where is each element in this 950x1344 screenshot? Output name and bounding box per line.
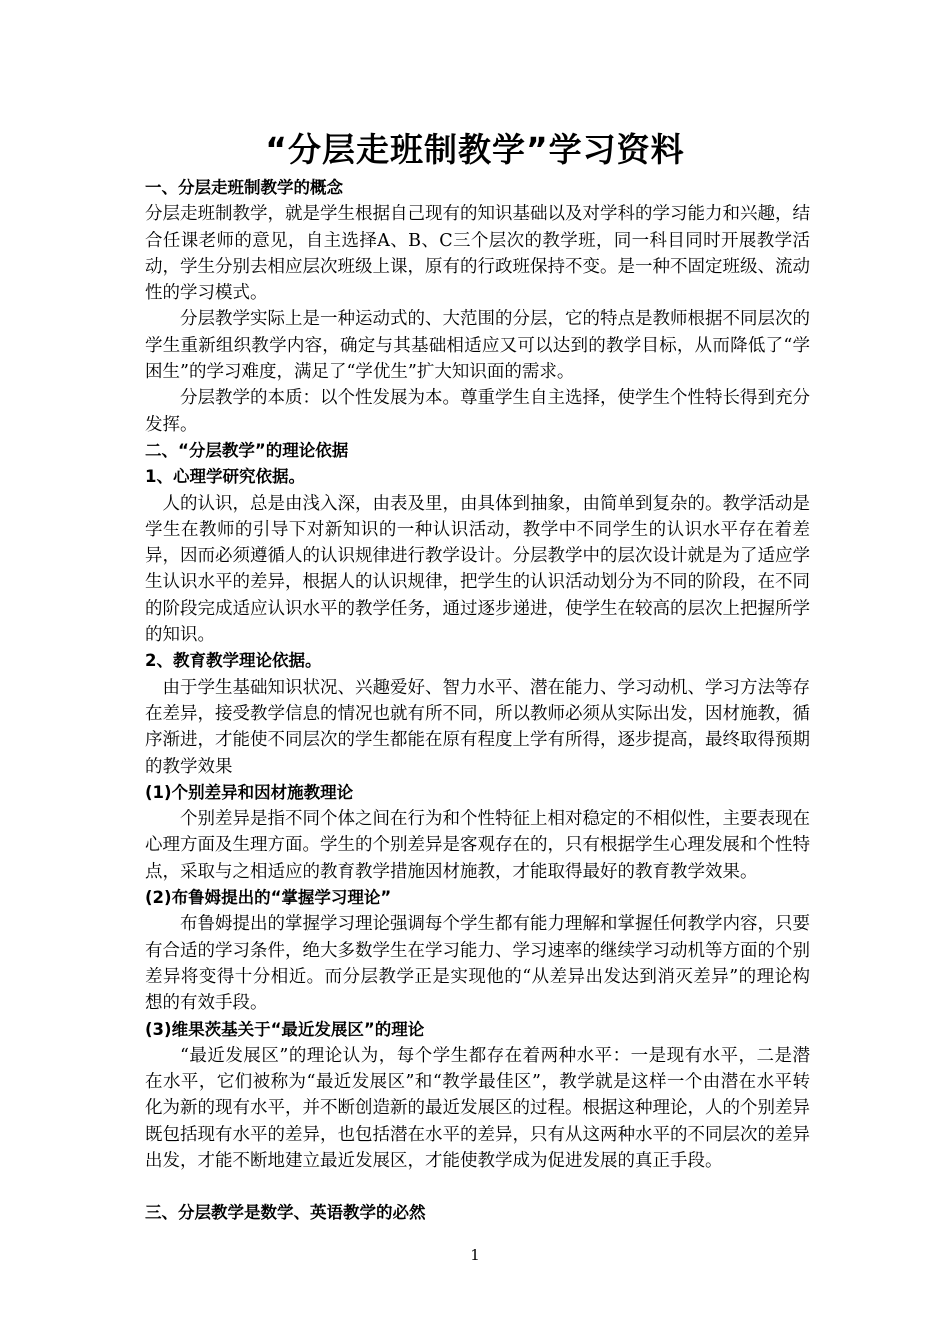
- document-body: [145, 175, 810, 1227]
- theory-2-heading: (2)布鲁姆提出的“掌握学习理论”: [145, 888, 392, 908]
- theory-1-heading: (1)个别差异和因材施教理论: [145, 782, 354, 802]
- section-2-heading: 二、“分层教学”的理论依据: [145, 440, 349, 460]
- section-1-paragraph-2: 分层教学实际上是一种运动式的、大范围的分层，它的特点是教师根据不同层次的学生重新组织教学内容，确定与其基础相适应又可以达到的教学目标，从而降低了“学困生”的学习难度，满足了“学优生”扩大知识面的需求。: [145, 309, 810, 383]
- subsection-1-heading: 1、心理学研究依据。: [145, 467, 305, 487]
- spacer: [145, 1174, 810, 1200]
- section-3-heading: 三、分层教学是数学、英语教学的必然: [145, 1203, 426, 1223]
- subsection-2-paragraph: 由于学生基础知识状况、兴趣爱好、智力水平、潜在能力、学习动机、学习方法等存在差异，接受教学信息的情况也就有所不同，所以教师必须从实际出发，因材施教，循序渐进，才能使不同层次的学生都能在原有程度上学有所得，逐步提高，最终取得预期的教学效果: [145, 677, 810, 777]
- subsection-2-heading: 2、教育教学理论依据。: [145, 651, 322, 671]
- theory-2-paragraph: 布鲁姆提出的掌握学习理论强调每个学生都有能力理解和掌握任何教学内容，只要有合适的学习条件，绝大多数学生在学习能力、学习速率的继续学习动机等方面的个别差异将变得十分相近。而分层教学正是实现他的“从差异出发达到消灭差异”的理论构想的有效手段。: [145, 914, 810, 1014]
- document-title: “分层走班制教学”学习资料: [265, 130, 685, 169]
- page-number: 1: [470, 1246, 480, 1264]
- subsection-1-paragraph: 人的认识，总是由浅入深，由表及里，由具体到抽象，由简单到复杂的。教学活动是学生在教师的引导下对新知识的一种认识活动，教学中不同学生的认识水平存在着差异，因而必须遵循人的认识规律进行教学设计。分层教学中的层次设计就是为了适应学生认识水平的差异，根据人的认识规律，把学生的认识活动划分为不同的阶段，在不同的阶段完成适应认识水平的教学任务，通过逐步递进，使学生在较高的层次上把握所学的知识。: [145, 493, 810, 646]
- theory-1-paragraph: 个别差异是指不同个体之间在行为和个性特征上相对稳定的不相似性，主要表现在心理方面及生理方面。学生的个别差异是客观存在的，只有根据学生心理发展和个性特点，采取与之相适应的教育教学措施因材施教，才能取得最好的教育教学效果。: [145, 809, 810, 882]
- section-1-heading: 一、分层走班制教学的概念: [145, 178, 343, 197]
- theory-3-heading: (3)维果茨基关于“最近发展区”的理论: [145, 1019, 425, 1039]
- section-1-paragraph-1: 分层走班制教学，就是学生根据自己现有的知识基础以及对学科的学习能力和兴趣，结合任课老师的意见，自主选择A、B、C三个层次的教学班，同一科目同时开展教学活动，学生分别去相应层次班级上课，原有的行政班保持不变。是一种不固定班级、流动性的学习模式。: [145, 204, 810, 304]
- theory-3-paragraph: “最近发展区”的理论认为，每个学生都存在着两种水平：一是现有水平，二是潜在水平，它们被称为“最近发展区”和“教学最佳区”，教学就是这样一个由潜在水平转化为新的现有水平，并不断创造新的最近发展区的过程。根据这种理论，人的个别差异既包括现有水平的差异，也包括潜在水平的差异，只有从这两种水平的不同层次的差异出发，才能不断地建立最近发展区，才能使教学成为促进发展的真正手段。: [145, 1045, 810, 1171]
- section-1-paragraph-3: 分层教学的本质：以个性发展为本。尊重学生自主选择，使学生个性特长得到充分发挥。: [145, 388, 810, 435]
